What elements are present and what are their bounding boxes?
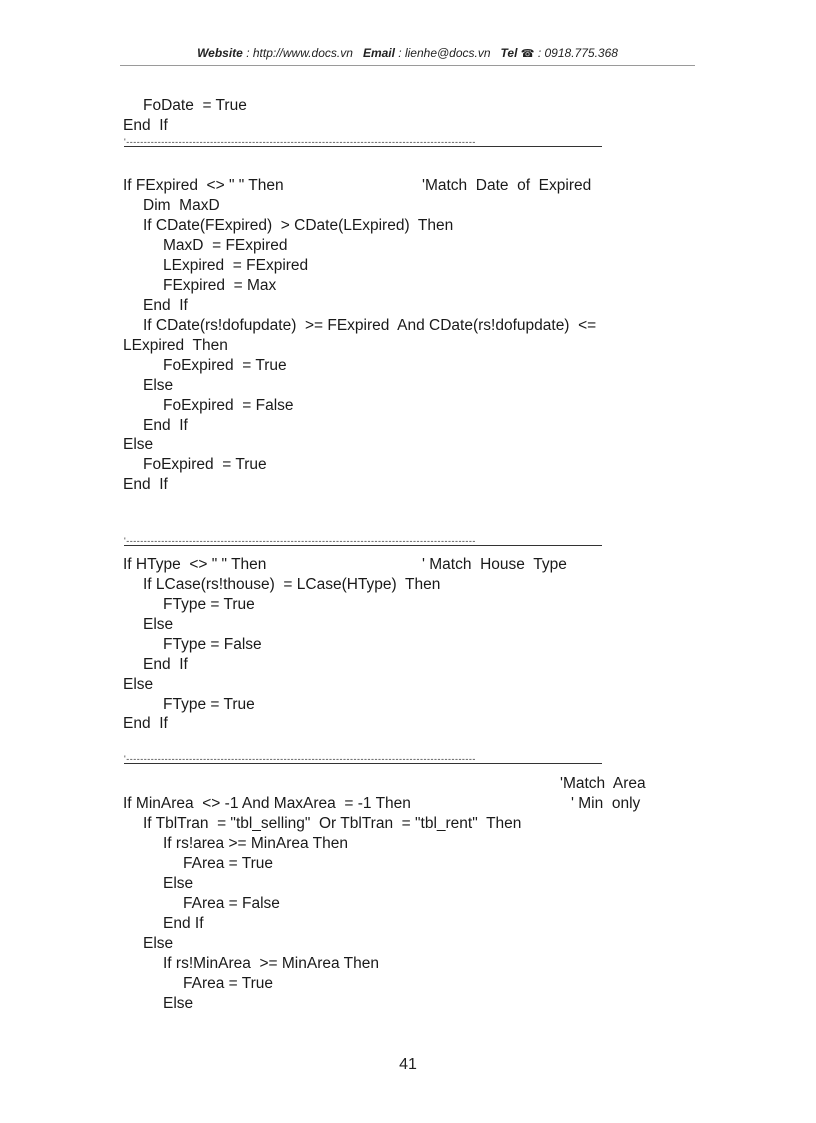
code-line: If rs!area >= MinArea Then: [163, 835, 348, 852]
code-line: End If: [163, 915, 204, 932]
tel-value: : 0918.775.368: [537, 46, 618, 60]
code-line: FExpired = Max: [163, 277, 277, 294]
email-value: : lienhe@docs.vn: [398, 46, 491, 60]
page-header: [120, 46, 695, 66]
header-rule: [120, 65, 695, 66]
code-line: Else: [163, 875, 194, 892]
code-line: FArea = True: [183, 855, 274, 872]
email-label: Email: [362, 46, 395, 60]
separator-line: '----------------------------------------------------------------------------------------------------: [124, 755, 602, 764]
code-line: FoExpired = False: [163, 397, 294, 414]
code-line: FType = True: [163, 696, 255, 713]
code-line: If CDate(FExpired) > CDate(LExpired) Then: [143, 217, 454, 234]
code-line: Else: [123, 676, 154, 693]
code-line: If rs!MinArea >= MinArea Then: [163, 955, 379, 972]
code-line: If FExpired <> " " Then: [123, 177, 284, 194]
code-line: End If: [143, 656, 188, 673]
code-line: FType = False: [163, 636, 262, 653]
code-line: End If: [143, 297, 188, 314]
code-line: Dim MaxD: [143, 197, 220, 214]
code-comment: 'Match Area: [560, 775, 646, 792]
code-line: FArea = False: [183, 895, 280, 912]
code-line: If MinArea <> -1 And MaxArea = -1 Then: [123, 795, 411, 812]
code-line: If LCase(rs!thouse) = LCase(HType) Then: [143, 576, 441, 593]
code-line: Else: [123, 436, 154, 453]
code-line: End If: [143, 417, 188, 434]
code-comment: ' Min only: [571, 795, 641, 812]
code-line: LExpired = FExpired: [163, 257, 309, 274]
code-comment: 'Match Date of Expired: [422, 177, 592, 194]
code-line: If TblTran = "tbl_selling" Or TblTran = "tbl_rent" Then: [143, 815, 522, 832]
code-line: If HType <> " " Then: [123, 556, 267, 573]
code-line: End If: [123, 476, 168, 493]
separator-line: '----------------------------------------------------------------------------------------------------: [124, 537, 602, 546]
website-value: : http://www.docs.vn: [246, 46, 353, 60]
code-line: End If: [123, 715, 168, 732]
code-line: FoDate = True: [143, 97, 247, 114]
website-label: Website: [197, 46, 243, 60]
code-line: FArea = True: [183, 975, 274, 992]
code-line: Else: [143, 616, 174, 633]
phone-icon: ☎: [520, 48, 535, 60]
code-line: Else: [163, 995, 194, 1012]
code-line: FoExpired = True: [143, 456, 267, 473]
code-comment: ' Match House Type: [422, 556, 567, 573]
code-line: MaxD = FExpired: [163, 237, 288, 254]
code-line: LExpired Then: [123, 337, 228, 354]
code-line: End If: [123, 117, 168, 134]
code-line: FoExpired = True: [163, 357, 287, 374]
page-number: 41: [399, 1056, 417, 1073]
code-line: If CDate(rs!dofupdate) >= FExpired And CDate(rs!dofupdate) <=: [143, 317, 597, 334]
code-line: Else: [143, 377, 174, 394]
tel-label: Tel: [500, 46, 518, 60]
code-line: Else: [143, 935, 174, 952]
code-line: FType = True: [163, 596, 255, 613]
separator-line: '----------------------------------------------------------------------------------------------------: [124, 138, 602, 147]
